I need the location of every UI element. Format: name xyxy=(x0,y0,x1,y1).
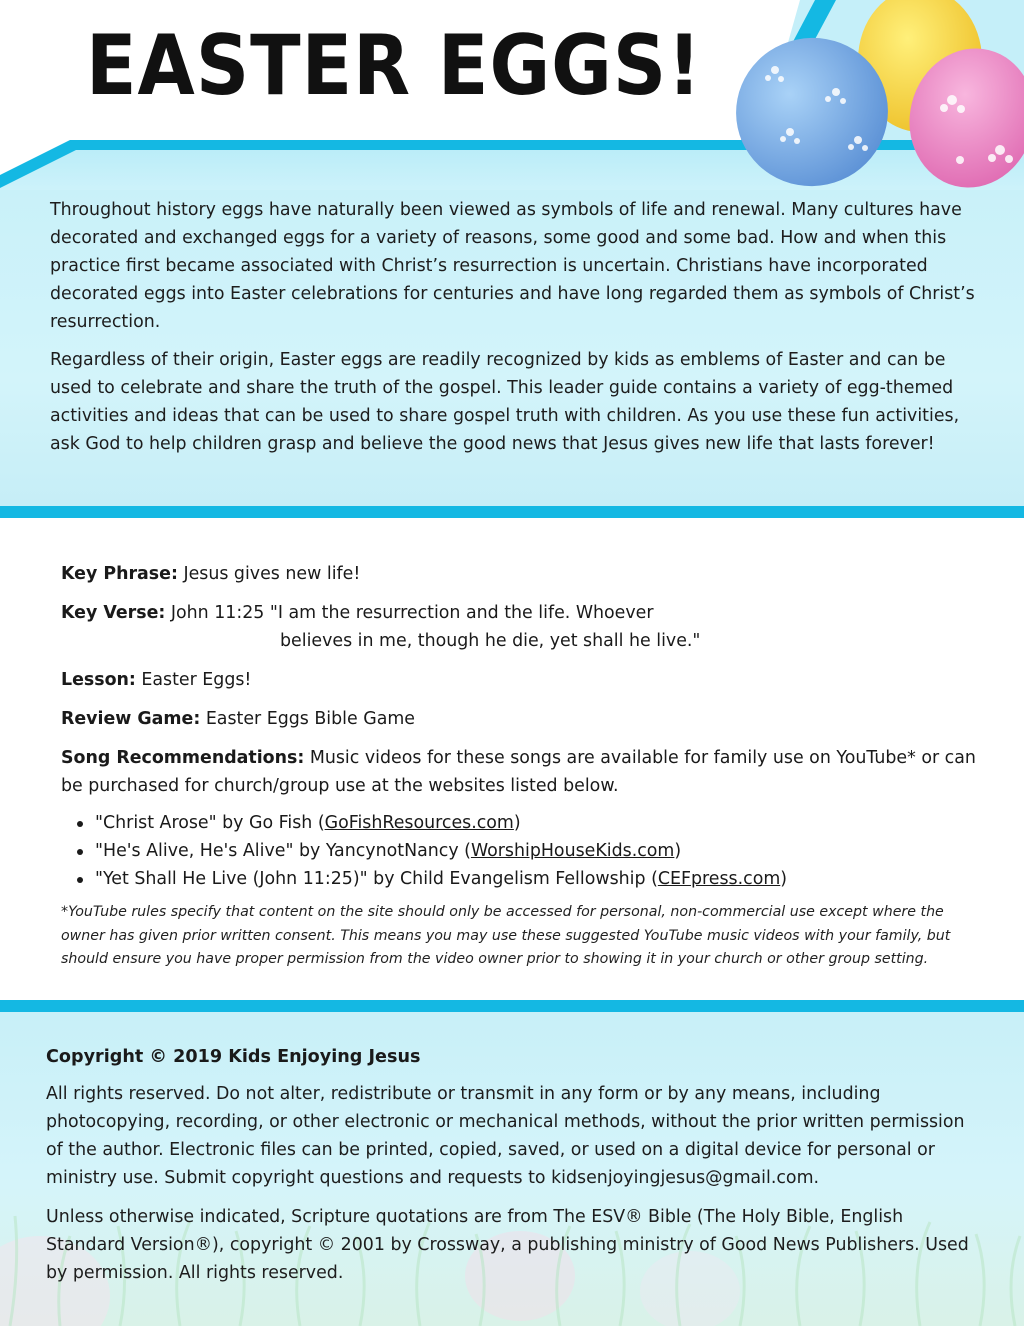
review-game-row xyxy=(61,705,984,733)
song-suffix: ) xyxy=(674,841,682,861)
intro-paragraph: Regardless of their origin, Easter eggs are readily recognized by kids as emblems of Easter and can be used to celebrate and share the truth of the gospel. This leader guide contains a variety of egg-themed activities and ideas that can be used to share gospel truth with children. As you use these fun activities, ask God to help children grasp and believe the good news that Jesus gives new life that lasts forever! xyxy=(50,350,960,454)
divider-stripe xyxy=(0,1000,1024,1012)
song-link[interactable]: CEFpress.com xyxy=(657,869,781,889)
key-phrase-label: Key Phrase: xyxy=(61,564,178,584)
key-verse-value: John 11:25 "I am the resurrection and the life. Whoever xyxy=(170,603,654,623)
lesson-info xyxy=(0,518,1024,1000)
lesson-label: Lesson: xyxy=(61,670,136,690)
list-item xyxy=(77,865,984,893)
key-verse-row xyxy=(61,599,984,655)
review-game-label: Review Game: xyxy=(61,709,201,729)
key-verse-label: Key Verse: xyxy=(61,603,166,623)
scripture-paragraph: Unless otherwise indicated, Scripture quotations are from The ESV® Bible (The Holy Bible, English Standard Version®), copyright © 2001 by Crossway, a publishing ministry of Good News Publishers. Used by permission. All rights reserved. xyxy=(46,1207,969,1283)
lesson-value: Easter Eggs! xyxy=(141,670,252,690)
song-recommendations-text: Music videos for these songs are available for family use on YouTube* or can be purchased for church/group use at the websites listed below. xyxy=(61,748,976,796)
intro-paragraph: Throughout history eggs have naturally been viewed as symbols of life and renewal. Many cultures have decorated and exchanged eggs for a variety of reasons, some good and some bad. How and when this practice first became associated with Christ’s resurrection is uncertain. Christians have incorporated decorated eggs into Easter celebrations for centuries and have long regarded them as symbols of Christ’s resurrection. xyxy=(50,200,975,332)
song-title: "He's Alive, He's Alive" by YancynotNancy ( xyxy=(95,841,471,861)
song-title: "Christ Arose" by Go Fish ( xyxy=(95,813,325,833)
key-phrase-row xyxy=(61,560,984,588)
song-link[interactable]: WorshipHouseKids.com xyxy=(470,841,675,861)
song-list xyxy=(77,809,984,893)
song-link[interactable]: GoFishResources.com xyxy=(324,813,514,833)
song-recommendations-row xyxy=(61,744,984,800)
song-suffix: ) xyxy=(780,869,788,889)
key-verse-continuation: believes in me, though he die, yet shall he live." xyxy=(280,631,701,651)
page-title: EASTER EGGS! xyxy=(86,18,702,115)
copyright-panel xyxy=(0,1012,1024,1326)
review-game-value: Easter Eggs Bible Game xyxy=(205,709,416,729)
copyright-heading: Copyright © 2019 Kids Enjoying Jesus xyxy=(46,1047,421,1067)
youtube-note: *YouTube rules specify that content on the site should only be accessed for personal, non-commercial use except where the owner has given prior written consent. This means you may use these suggested YouTube music videos with your family, but should ensure you have proper permission from the video owner prior to showing it in your church or other group setting. xyxy=(61,904,951,967)
intro-panel xyxy=(0,190,1024,506)
list-item xyxy=(77,837,984,865)
copyright-paragraph: All rights reserved. Do not alter, redistribute or transmit in any form or by any means, including photocopying, recording, or other electronic or mechanical methods, without the prior written permission of the author. Electronic files can be printed, copied, saved, or used on a digital device for personal or ministry use. Submit copyright questions and requests to kidsenjoyingjesus@gmail.com. xyxy=(46,1084,965,1188)
divider-stripe xyxy=(0,506,1024,518)
list-item xyxy=(77,809,984,837)
page-header xyxy=(0,0,1024,190)
lesson-row xyxy=(61,666,984,694)
song-title: "Yet Shall He Live (John 11:25)" by Child Evangelism Fellowship ( xyxy=(95,869,658,889)
key-phrase-value: Jesus gives new life! xyxy=(183,564,361,584)
song-recommendations-label: Song Recommendations: xyxy=(61,748,305,768)
song-suffix: ) xyxy=(513,813,521,833)
